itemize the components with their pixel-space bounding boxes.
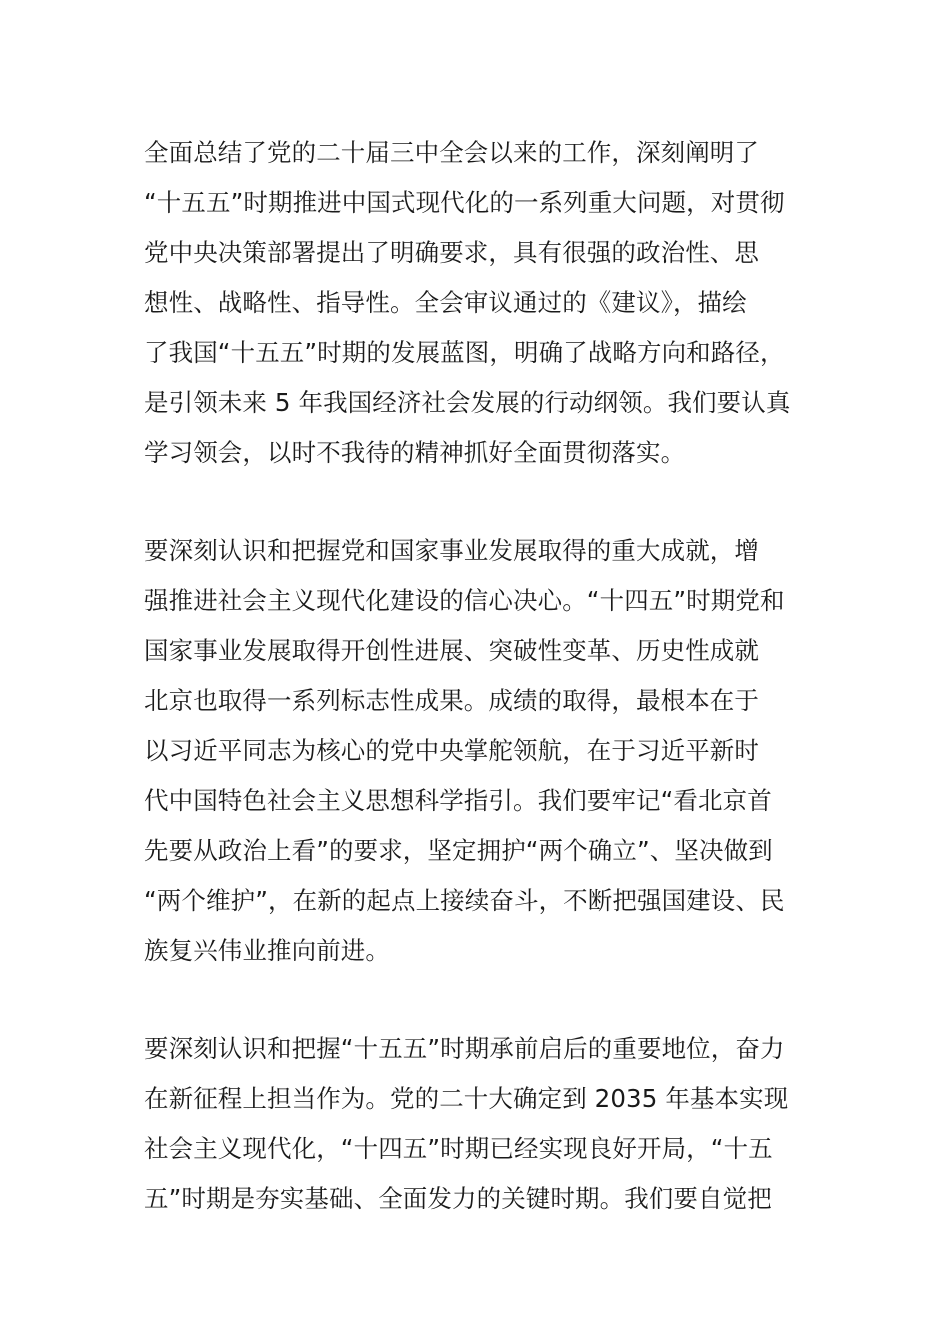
text-line: 在新征程上担当作为。党的二十大确定到 2035 年基本实现 [144, 1084, 789, 1113]
text-line: 五”时期是夯实基础、全面发力的关键时期。我们要自觉把 [144, 1184, 772, 1213]
text-line: 全面总结了党的二十届三中全会以来的工作，深刻阐明了 [144, 138, 759, 167]
text-line: “十五五”时期推进中国式现代化的一系列重大问题，对贯彻 [144, 188, 785, 217]
text-line: “两个维护”，在新的起点上接续奋斗，不断把强国建设、民 [144, 886, 785, 915]
text-line: 是引领未来 5 年我国经济社会发展的行动纲领。我们要认真 [144, 388, 791, 417]
text-line: 强推进社会主义现代化建设的信心决心。“十四五”时期党和 [144, 586, 785, 615]
text-line: 先要从政治上看”的要求，坚定拥护“两个确立”、坚决做到 [144, 836, 773, 865]
text-line: 了我国“十五五”时期的发展蓝图，明确了战略方向和路径， [144, 338, 785, 367]
text-line: 要深刻认识和把握“十五五”时期承前启后的重要地位，奋力 [144, 1034, 785, 1063]
text-line: 以习近平同志为核心的党中央掌舵领航，在于习近平新时 [144, 736, 759, 765]
text-line: 党中央决策部署提出了明确要求，具有很强的政治性、思 [144, 238, 759, 267]
text-line: 要深刻认识和把握党和国家事业发展取得的重大成就，增 [144, 536, 759, 565]
text-line: 北京也取得一系列标志性成果。成绩的取得，最根本在于 [144, 686, 759, 715]
text-line: 代中国特色社会主义思想科学指引。我们要牢记“看北京首 [144, 786, 772, 815]
text-line: 学习领会，以时不我待的精神抓好全面贯彻落实。 [144, 438, 686, 467]
paragraph-2 [144, 526, 824, 976]
paragraph-1 [144, 128, 824, 478]
paragraph-3 [144, 1024, 824, 1224]
text-line: 族复兴伟业推向前进。 [144, 936, 390, 965]
text-line: 国家事业发展取得开创性进展、突破性变革、历史性成就 [144, 636, 759, 665]
text-line: 想性、战略性、指导性。全会审议通过的《建议》，描绘 [144, 288, 747, 317]
text-line: 社会主义现代化，“十四五”时期已经实现良好开局，“十五 [144, 1134, 773, 1163]
